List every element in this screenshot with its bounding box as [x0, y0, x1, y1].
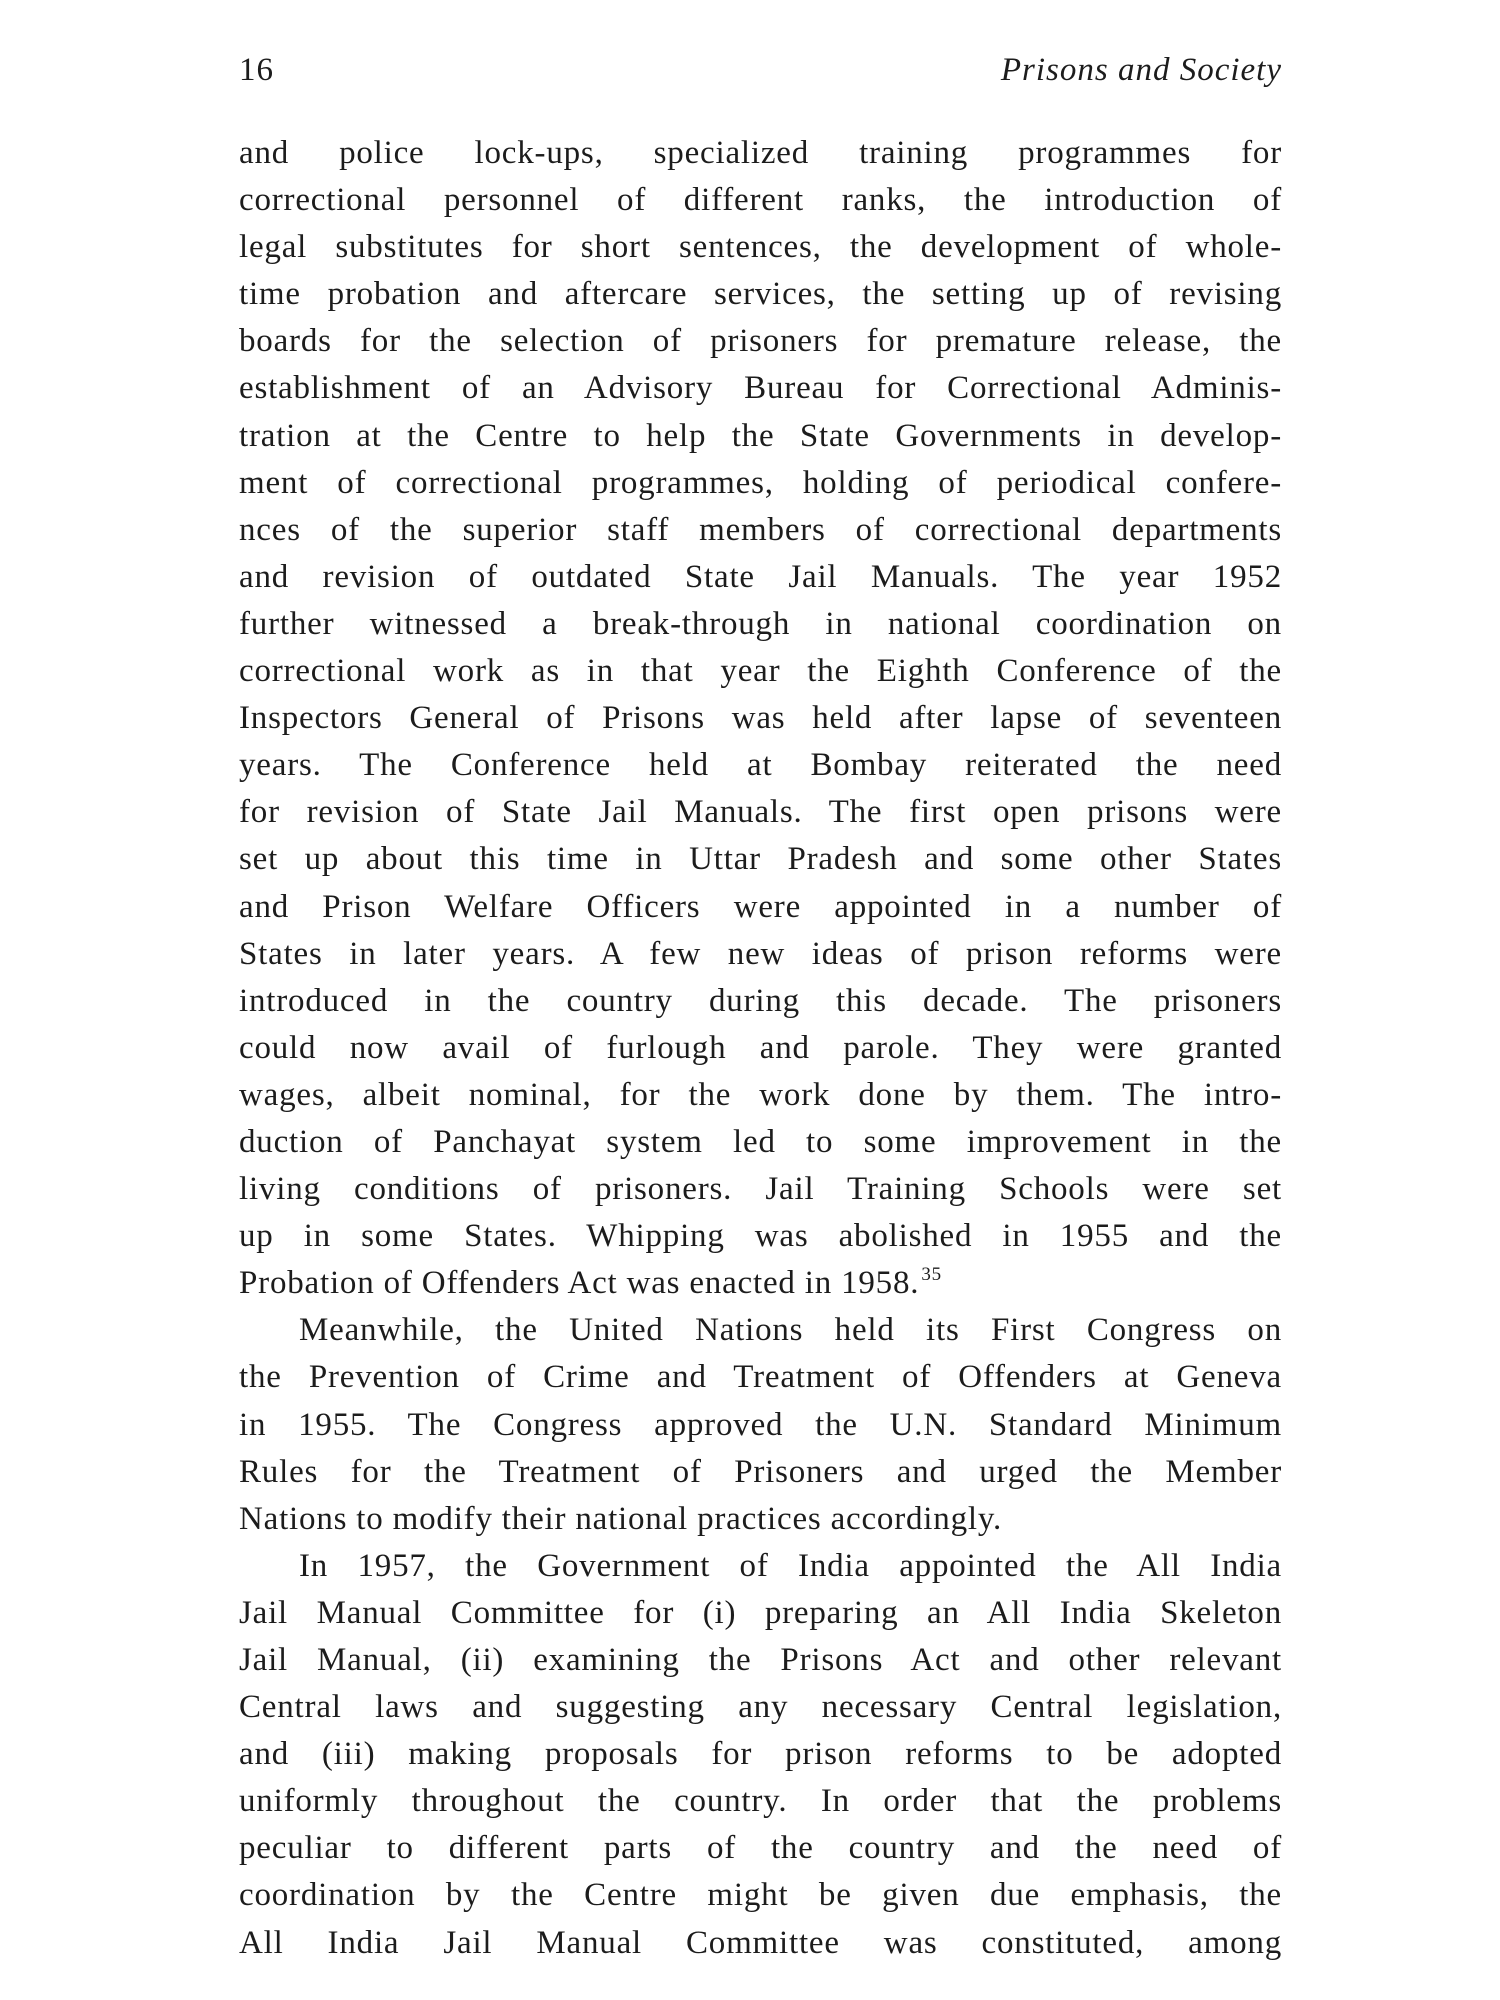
text-line — [239, 177, 1282, 224]
text-line-content: All India Jail Manual Committee was constituted, among — [239, 1924, 1282, 1961]
text-line-content: Meanwhile, the United Nations held its First Congress on — [299, 1312, 1282, 1349]
text-line-content: nces of the superior staff members of correctional departments — [239, 511, 1282, 548]
text-line-content: Nations to modify their national practices accordingly. — [239, 1500, 1003, 1537]
text-line — [239, 1920, 1282, 1967]
paragraph — [239, 1543, 1282, 1967]
text-line — [239, 695, 1282, 742]
text-line — [239, 271, 1282, 318]
text-line-content: the Prevention of Crime and Treatment of Offenders at Geneva — [239, 1359, 1282, 1396]
text-line-content: wages, albeit nominal, for the work done by them. The intro- — [239, 1076, 1282, 1113]
text-line — [239, 365, 1282, 412]
text-line-content: Jail Manual Committee for (i) preparing an All India Skeleton — [239, 1594, 1282, 1631]
text-line — [239, 1166, 1282, 1213]
text-line — [239, 1449, 1282, 1496]
text-line — [239, 1213, 1282, 1260]
text-line — [239, 1590, 1282, 1637]
text-line — [239, 1496, 1282, 1543]
text-line-content: boards for the selection of prisoners for premature release, the — [239, 323, 1282, 360]
text-line — [239, 978, 1282, 1025]
text-line — [239, 648, 1282, 695]
text-line — [239, 1025, 1282, 1072]
text-line — [239, 742, 1282, 789]
text-line-content: coordination by the Centre might be given due emphasis, the — [239, 1877, 1282, 1914]
text-line-content: correctional work as in that year the Eighth Conference of the — [239, 653, 1282, 690]
text-line-content: Rules for the Treatment of Prisoners and urged the Member — [239, 1453, 1282, 1490]
text-line — [239, 224, 1282, 271]
text-line — [239, 884, 1282, 931]
text-line-content: establishment of an Advisory Bureau for Correctional Adminis- — [239, 370, 1282, 407]
text-line-content: and police lock-ups, specialized training programmes for — [239, 135, 1282, 171]
text-line-content: Probation of Offenders Act was enacted in 1958. — [239, 1265, 920, 1302]
text-line-content: set up about this time in Uttar Pradesh and some other States — [239, 841, 1282, 878]
text-line-content: legal substitutes for short sentences, the development of whole- — [239, 229, 1282, 266]
text-line — [239, 1731, 1282, 1778]
text-line — [239, 1119, 1282, 1166]
text-line-content: for revision of State Jail Manuals. The first open prisons were — [239, 794, 1282, 831]
text-line-content: duction of Panchayat system led to some improvement in the — [239, 1123, 1282, 1160]
footnote-reference: 35 — [921, 1264, 942, 1286]
text-line-content: correctional personnel of different ranks, the introduction of — [239, 182, 1282, 219]
text-line — [239, 1872, 1282, 1919]
text-line — [239, 1072, 1282, 1119]
text-line-content: living conditions of prisoners. Jail Training Schools were set — [239, 1171, 1282, 1208]
text-line — [239, 836, 1282, 883]
text-line-content: years. The Conference held at Bombay reiterated the need — [239, 747, 1282, 784]
text-line-content: peculiar to different parts of the country and the need of — [239, 1830, 1282, 1867]
text-line — [239, 1684, 1282, 1731]
text-line-content: further witnessed a break-through in national coordination on — [239, 605, 1282, 642]
text-line-content: and (iii) making proposals for prison reforms to be adopted — [239, 1736, 1282, 1773]
paragraph — [239, 1307, 1282, 1542]
text-line — [239, 1778, 1282, 1825]
text-line — [239, 1354, 1282, 1401]
text-line-content: Jail Manual, (ii) examining the Prisons Act and other relevant — [239, 1642, 1282, 1678]
text-line-content: and revision of outdated State Jail Manuals. The year 1952 — [239, 558, 1282, 595]
text-line-content: up in some States. Whipping was abolished in 1955 and the — [239, 1218, 1282, 1255]
text-line-content: States in later years. A few new ideas of prison reforms were — [239, 935, 1282, 972]
text-line-content: tration at the Centre to help the State Governments in develop- — [239, 417, 1282, 454]
text-line — [239, 1402, 1282, 1449]
page-body-text — [239, 130, 1282, 1967]
text-line-content: In 1957, the Government of India appointed the All India — [299, 1547, 1282, 1584]
text-line — [239, 1543, 1282, 1590]
running-title: Prisons and Society — [1000, 52, 1282, 88]
text-line — [239, 413, 1282, 460]
text-line — [239, 931, 1282, 978]
text-line-content: in 1955. The Congress approved the U.N. Standard Minimum — [239, 1406, 1282, 1443]
text-line — [239, 1825, 1282, 1872]
text-line-content: introduced in the country during this decade. The prisoners — [239, 982, 1282, 1019]
text-line — [239, 1637, 1282, 1684]
text-line — [239, 789, 1282, 836]
running-header — [239, 52, 1282, 96]
text-line-content: Central laws and suggesting any necessary Central legislation, — [239, 1689, 1282, 1726]
text-line-content: time probation and aftercare services, the setting up of revising — [239, 276, 1282, 313]
text-line-content: could now avail of furlough and parole. They were granted — [239, 1029, 1282, 1066]
paragraph — [239, 130, 1282, 1307]
text-line-content: uniformly throughout the country. In order that the problems — [239, 1783, 1282, 1820]
text-line — [239, 507, 1282, 554]
text-line-content: Inspectors General of Prisons was held after lapse of seventeen — [239, 700, 1282, 737]
text-line — [239, 1307, 1282, 1354]
text-line — [239, 1260, 1282, 1307]
page-number: 16 — [239, 52, 274, 88]
text-line — [239, 601, 1282, 648]
text-line-content: ment of correctional programmes, holding of periodical confere- — [239, 464, 1282, 501]
text-line-content: and Prison Welfare Officers were appointed in a number of — [239, 888, 1282, 925]
text-line — [239, 460, 1282, 507]
text-line — [239, 130, 1282, 177]
text-line — [239, 554, 1282, 601]
text-line — [239, 318, 1282, 365]
